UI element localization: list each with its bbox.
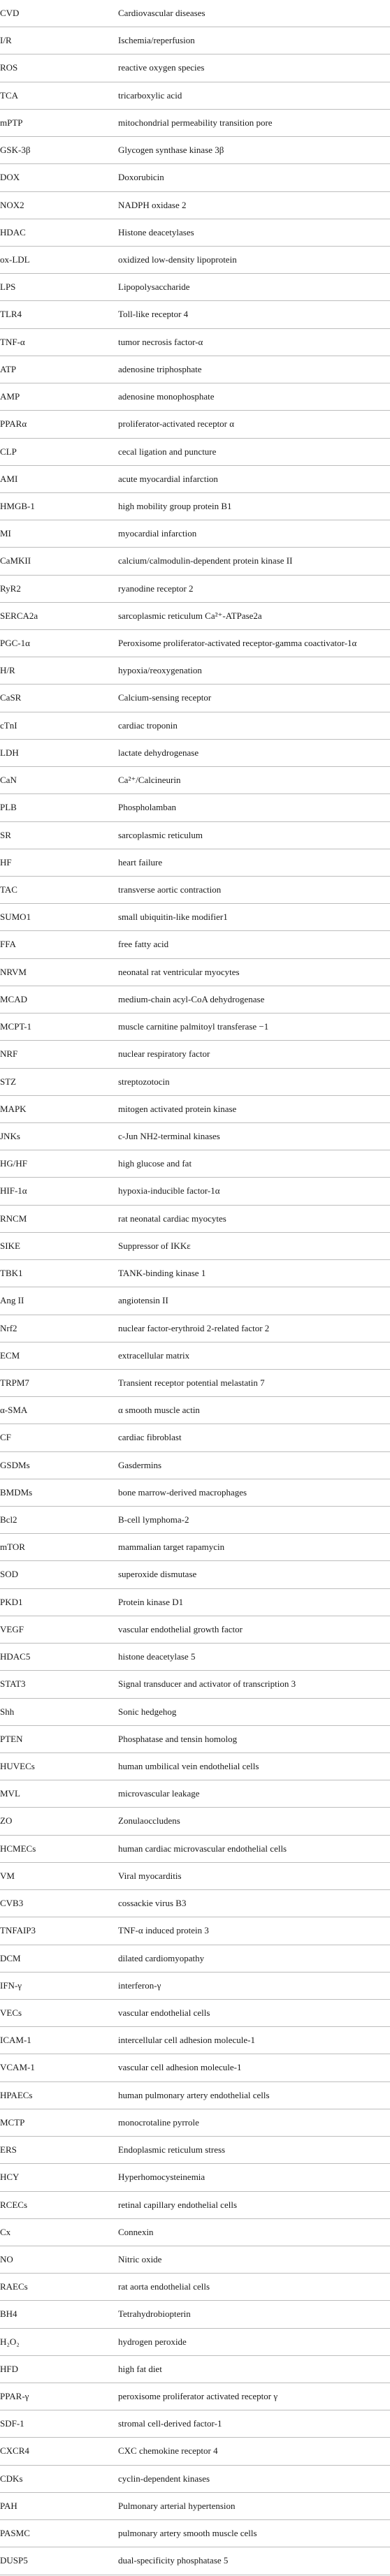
abbreviation-row	[0, 2493, 390, 2520]
abbreviation-definition: CXC chemokine receptor 4	[118, 2445, 218, 2457]
abbreviation-definition: nuclear respiratory factor	[118, 1048, 210, 1060]
abbreviation-row	[0, 1150, 390, 1178]
abbreviation-definition: tumor necrosis factor-α	[118, 336, 203, 347]
abbreviation-definition: vascular cell adhesion molecule-1	[118, 2062, 242, 2073]
abbreviation-definition: Suppressor of IKKε	[118, 1240, 191, 1251]
abbreviation-definition: Viral myocarditis	[118, 1870, 182, 1881]
abbreviation-definition: monocrotaline pyrrole	[118, 2116, 199, 2128]
abbreviation-definition: hydrogen peroxide	[118, 2336, 187, 2347]
abbreviation-row	[0, 2438, 390, 2465]
abbreviation-term: Cx	[0, 2226, 11, 2237]
abbreviation-term: mTOR	[0, 1542, 25, 1553]
abbreviation-definition: pulmonary artery smooth muscle cells	[118, 2528, 257, 2539]
abbreviation-term: PLB	[0, 802, 17, 813]
abbreviation-term: CVB3	[0, 1898, 24, 1909]
abbreviation-row	[0, 849, 390, 877]
abbreviation-row	[0, 822, 390, 849]
abbreviation-term: TNF-α	[0, 336, 25, 347]
abbreviation-definition: superoxide dismutase	[118, 1569, 197, 1580]
abbreviation-definition: α smooth muscle actin	[118, 1405, 200, 1416]
abbreviation-term: AMI	[0, 473, 18, 484]
abbreviation-row	[0, 2356, 390, 2383]
abbreviation-row	[0, 301, 390, 328]
abbreviation-term: TRPM7	[0, 1377, 29, 1388]
abbreviation-term: CaN	[0, 775, 17, 786]
abbreviation-row	[0, 877, 390, 904]
abbreviation-term: RyR2	[0, 583, 21, 594]
abbreviation-definition: medium-chain acyl-CoA dehydrogenase	[118, 993, 265, 1004]
abbreviation-row	[0, 27, 390, 54]
abbreviation-definition: Pulmonary arterial hypertension	[118, 2500, 236, 2511]
abbreviation-definition: interferon-γ	[118, 1979, 161, 1991]
abbreviation-row	[0, 356, 390, 383]
abbreviation-term: MCAD	[0, 993, 28, 1004]
abbreviation-term: SR	[0, 829, 11, 840]
abbreviation-term: Shh	[0, 1706, 15, 1717]
abbreviation-term: HDAC	[0, 226, 26, 237]
abbreviation-term: HCY	[0, 2172, 20, 2183]
abbreviation-definition: acute myocardial infarction	[118, 473, 218, 484]
abbreviation-term: TNFAIP3	[0, 1925, 36, 1936]
abbreviation-term: MAPK	[0, 1103, 27, 1114]
abbreviation-term: SDF-1	[0, 2418, 24, 2429]
abbreviation-term: BMDMs	[0, 1486, 33, 1498]
abbreviation-row	[0, 1616, 390, 1644]
abbreviation-definition: Hyperhomocysteinemia	[118, 2172, 205, 2183]
abbreviation-definition: tricarboxylic acid	[118, 89, 182, 101]
abbreviation-term: ERS	[0, 2144, 17, 2156]
abbreviation-definition: vascular endothelial growth factor	[118, 1623, 243, 1634]
abbreviation-term: PASMC	[0, 2528, 30, 2539]
abbreviation-definition: Transient receptor potential melastatin 7	[118, 1377, 265, 1388]
abbreviation-row	[0, 1233, 390, 1260]
abbreviation-definition: heart failure	[118, 856, 163, 868]
abbreviation-definition: bone marrow-derived macrophages	[118, 1486, 247, 1498]
abbreviation-definition: Nitric oxide	[118, 2253, 162, 2264]
abbreviation-row	[0, 1315, 390, 1342]
abbreviation-term: LPS	[0, 281, 16, 293]
abbreviation-row	[0, 493, 390, 520]
abbreviation-term: RAECs	[0, 2281, 28, 2292]
abbreviation-definition: lactate dehydrogenase	[118, 747, 199, 758]
abbreviation-row	[0, 1178, 390, 1205]
abbreviation-definition: Ca²⁺/Calcineurin	[118, 775, 181, 786]
abbreviation-definition: Phospholamban	[118, 802, 177, 813]
abbreviation-term: ICAM-1	[0, 2035, 31, 2046]
abbreviation-row	[0, 2274, 390, 2301]
abbreviation-definition: dilated cardiomyopathy	[118, 1952, 205, 1963]
abbreviation-definition: sarcoplasmic reticulum	[118, 829, 203, 840]
abbreviation-row	[0, 1424, 390, 1451]
abbreviation-row	[0, 1780, 390, 1808]
abbreviation-definition: ryanodine receptor 2	[118, 583, 194, 594]
abbreviation-definition: mitogen activated protein kinase	[118, 1103, 237, 1114]
abbreviation-term: VM	[0, 1870, 15, 1881]
abbreviation-row	[0, 1644, 390, 1671]
abbreviation-term: CVD	[0, 8, 20, 18]
abbreviation-row	[0, 1452, 390, 1479]
abbreviation-row	[0, 82, 390, 110]
abbreviation-term: RNCM	[0, 1213, 27, 1224]
abbreviation-row	[0, 192, 390, 219]
abbreviation-term: STZ	[0, 1076, 17, 1087]
abbreviation-row	[0, 2329, 390, 2356]
abbreviation-term: H/R	[0, 665, 15, 676]
abbreviation-definition: Cardiovascular diseases	[118, 8, 205, 18]
abbreviation-definition: mammalian target rapamycin	[118, 1542, 225, 1553]
abbreviation-term: VEGF	[0, 1623, 24, 1634]
abbreviation-term: HFD	[0, 2363, 19, 2374]
abbreviation-definition: Tetrahydrobiopterin	[118, 2308, 191, 2320]
abbreviation-term: α-SMA	[0, 1405, 28, 1416]
abbreviation-definition: Endoplasmic reticulum stress	[118, 2144, 226, 2156]
abbreviation-row	[0, 1370, 390, 1397]
abbreviation-definition: human pulmonary artery endothelial cells	[118, 2089, 270, 2100]
abbreviation-term: Bcl2	[0, 1514, 17, 1525]
abbreviation-definition: Calcium-sensing receptor	[118, 692, 212, 703]
abbreviation-term: DUSP5	[0, 2555, 28, 2566]
abbreviation-row	[0, 439, 390, 466]
abbreviation-row	[0, 2301, 390, 2328]
abbreviation-definition: proliferator-activated receptor α	[118, 418, 235, 430]
abbreviation-definition: Connexin	[118, 2226, 154, 2237]
abbreviation-row	[0, 685, 390, 712]
abbreviation-row	[0, 2109, 390, 2137]
abbreviation-term: HF	[0, 856, 12, 868]
abbreviation-row	[0, 548, 390, 575]
abbreviation-term: TAC	[0, 884, 17, 895]
abbreviation-term: NOX2	[0, 199, 24, 210]
abbreviation-term: BH4	[0, 2308, 17, 2320]
abbreviation-definition: cecal ligation and puncture	[118, 446, 217, 457]
abbreviation-row	[0, 383, 390, 411]
abbreviation-row	[0, 1945, 390, 1973]
abbreviation-row	[0, 2547, 390, 2575]
abbreviation-row	[0, 2000, 390, 2027]
abbreviation-term: AMP	[0, 391, 20, 402]
abbreviation-term: CLP	[0, 446, 17, 457]
abbreviation-row	[0, 2164, 390, 2191]
abbreviation-row	[0, 1863, 390, 1890]
abbreviation-term: GSDMs	[0, 1459, 30, 1470]
abbreviation-definition: Glycogen synthase kinase 3β	[118, 145, 224, 156]
abbreviation-definition: small ubiquitin-like modifier1	[118, 912, 228, 923]
abbreviation-definition: stromal cell-derived factor-1	[118, 2418, 222, 2429]
abbreviation-row	[0, 0, 390, 27]
abbreviation-term: HG/HF	[0, 1158, 28, 1169]
abbreviation-row	[0, 2082, 390, 2109]
abbreviation-row	[0, 1917, 390, 1945]
abbreviation-definition: streptozotocin	[118, 1076, 170, 1087]
abbreviation-term: DCM	[0, 1952, 21, 1963]
abbreviation-row	[0, 1013, 390, 1041]
abbreviation-term: PPAR-γ	[0, 2391, 29, 2402]
abbreviation-row	[0, 274, 390, 301]
abbreviation-row	[0, 110, 390, 137]
abbreviation-row	[0, 603, 390, 630]
abbreviation-row	[0, 411, 390, 438]
abbreviation-row	[0, 164, 390, 191]
abbreviation-row	[0, 576, 390, 603]
abbreviation-term: CXCR4	[0, 2445, 29, 2457]
abbreviation-definition: histone deacetylase 5	[118, 1651, 196, 1662]
abbreviation-definition: reactive oxygen species	[118, 62, 205, 73]
abbreviation-row	[0, 1561, 390, 1588]
abbreviation-row	[0, 2520, 390, 2547]
abbreviation-row	[0, 1534, 390, 1561]
abbreviation-definition: rat neonatal cardiac myocytes	[118, 1213, 226, 1224]
abbreviation-definition: Signal transducer and activator of transcription 3	[118, 1678, 296, 1690]
abbreviation-term: SERCA2a	[0, 610, 38, 621]
abbreviation-term: TCA	[0, 89, 18, 101]
abbreviation-definition: Lipopolysaccharide	[118, 281, 190, 293]
abbreviation-term: GSK-3β	[0, 145, 31, 156]
abbreviation-term: ECM	[0, 1349, 20, 1361]
abbreviation-term: TBK1	[0, 1268, 23, 1279]
abbreviation-term: VCAM-1	[0, 2062, 35, 2073]
abbreviation-term: NRF	[0, 1048, 18, 1060]
abbreviation-term: PGC-1α	[0, 638, 30, 649]
abbreviation-term: PPARα	[0, 418, 27, 430]
abbreviation-row	[0, 2054, 390, 2081]
abbreviation-row	[0, 1890, 390, 1917]
abbreviation-definition: intercellular cell adhesion molecule-1	[118, 2035, 255, 2046]
abbreviation-row	[0, 1069, 390, 1096]
abbreviation-definition: cossackie virus B3	[118, 1898, 187, 1909]
abbreviation-row	[0, 2383, 390, 2410]
abbreviation-row	[0, 1808, 390, 1835]
abbreviation-definition: peroxisome proliferator activated receptor γ	[118, 2391, 278, 2402]
abbreviation-term: HCMECs	[0, 1843, 36, 1854]
abbreviation-row	[0, 137, 390, 164]
abbreviation-row	[0, 1041, 390, 1068]
abbreviation-row	[0, 657, 390, 685]
abbreviation-definition: human umbilical vein endothelial cells	[118, 1761, 259, 1771]
abbreviation-term: LDH	[0, 747, 19, 758]
abbreviation-row	[0, 219, 390, 247]
abbreviation-row	[0, 986, 390, 1013]
abbreviation-term: NO	[0, 2253, 13, 2264]
abbreviation-definition: cyclin-dependent kinases	[118, 2473, 210, 2484]
abbreviation-row	[0, 466, 390, 493]
abbreviation-definition: hypoxia-inducible factor-1α	[118, 1185, 220, 1196]
abbreviation-term: H₂O₂	[0, 2336, 20, 2347]
abbreviation-term: PKD1	[0, 1596, 23, 1607]
abbreviation-definition: angiotensin II	[118, 1295, 168, 1306]
abbreviation-term: CaMKII	[0, 555, 31, 566]
abbreviation-term: FFA	[0, 939, 16, 950]
abbreviation-definition: nuclear factor-erythroid 2-related factor 2	[118, 1322, 270, 1333]
abbreviation-term: HPAECs	[0, 2089, 33, 2100]
abbreviation-term: SUMO1	[0, 912, 31, 923]
abbreviation-definition: Gasdermins	[118, 1459, 162, 1470]
abbreviation-row	[0, 1123, 390, 1150]
abbreviation-row	[0, 1397, 390, 1424]
abbreviation-row	[0, 1836, 390, 1863]
abbreviation-term: IFN-γ	[0, 1979, 22, 1991]
abbreviation-row	[0, 931, 390, 958]
abbreviation-definition: myocardial infarction	[118, 528, 197, 539]
abbreviation-term: Ang II	[0, 1295, 24, 1306]
abbreviation-definition: Phosphatase and tensin homolog	[118, 1733, 238, 1744]
abbreviation-definition: cardiac fibroblast	[118, 1432, 182, 1443]
abbreviation-definition: c-Jun NH2-terminal kinases	[118, 1130, 220, 1141]
abbreviation-term: MI	[0, 528, 11, 539]
abbreviation-term: NRVM	[0, 966, 27, 977]
abbreviation-row	[0, 1479, 390, 1507]
abbreviation-definition: retinal capillary endothelial cells	[118, 2199, 238, 2210]
abbreviation-definition: Peroxisome proliferator-activated receptor-gamma coactivator-1α	[118, 638, 357, 649]
abbreviation-term: PAH	[0, 2500, 17, 2511]
abbreviation-row	[0, 740, 390, 767]
abbreviation-definition: calcium/calmodulin-dependent protein kinase II	[118, 555, 293, 566]
abbreviation-row	[0, 1260, 390, 1287]
abbreviation-term: MCPT-1	[0, 1021, 32, 1032]
abbreviation-definition: adenosine triphosphate	[118, 363, 202, 374]
abbreviation-row	[0, 247, 390, 274]
abbreviation-definition: B-cell lymphoma-2	[118, 1514, 189, 1525]
abbreviation-row	[0, 904, 390, 931]
abbreviation-row	[0, 794, 390, 821]
abbreviation-definition: Protein kinase D1	[118, 1596, 184, 1607]
abbreviation-term: HMGB-1	[0, 500, 35, 511]
abbreviation-definition: transverse aortic contraction	[118, 884, 222, 895]
abbreviation-term: HUVECs	[0, 1761, 35, 1771]
abbreviation-definition: human cardiac microvascular endothelial cells	[118, 1843, 287, 1854]
abbreviation-row	[0, 2246, 390, 2274]
abbreviation-definition: TNF-α induced protein 3	[118, 1925, 209, 1936]
abbreviation-row	[0, 329, 390, 356]
abbreviation-row	[0, 2137, 390, 2164]
abbreviation-term: MVL	[0, 1788, 20, 1799]
abbreviation-row	[0, 1287, 390, 1315]
abbreviation-term: CaSR	[0, 692, 22, 703]
abbreviation-row	[0, 1589, 390, 1616]
abbreviation-definition: Zonulaoccludens	[118, 1815, 180, 1827]
abbreviation-term: mPTP	[0, 117, 23, 128]
abbreviation-row	[0, 712, 390, 740]
abbreviation-row	[0, 54, 390, 82]
abbreviation-definition: neonatal rat ventricular myocytes	[118, 966, 240, 977]
abbreviation-term: ROS	[0, 62, 18, 73]
abbreviation-definition: TANK-binding kinase 1	[118, 1268, 206, 1279]
abbreviation-definition: Toll-like receptor 4	[118, 309, 189, 320]
abbreviation-row	[0, 1726, 390, 1753]
abbreviation-row	[0, 1342, 390, 1370]
abbreviation-term: PTEN	[0, 1733, 23, 1744]
abbreviation-definition: hypoxia/reoxygenation	[118, 665, 202, 676]
abbreviation-row	[0, 959, 390, 986]
abbreviation-row	[0, 1973, 390, 2000]
abbreviation-term: RCECs	[0, 2199, 28, 2210]
abbreviation-row	[0, 1671, 390, 1698]
abbreviation-definition: extracellular matrix	[118, 1349, 190, 1361]
abbreviation-row	[0, 2410, 390, 2438]
abbreviation-definition: adenosine monophosphate	[118, 391, 215, 402]
abbreviation-row	[0, 2027, 390, 2054]
abbreviation-definition: microvascular leakage	[118, 1788, 200, 1799]
abbreviation-term: Nrf2	[0, 1322, 17, 1333]
abbreviation-row	[0, 767, 390, 794]
abbreviation-row	[0, 520, 390, 548]
abbreviation-definition: sarcoplasmic reticulum Ca²⁺-ATPase2a	[118, 610, 262, 621]
abbreviation-definition: free fatty acid	[118, 939, 169, 950]
abbreviation-row	[0, 1507, 390, 1534]
abbreviation-definition: oxidized low-density lipoprotein	[118, 254, 237, 265]
abbreviation-term: cTnI	[0, 719, 17, 731]
abbreviation-term: CF	[0, 1432, 11, 1443]
abbreviation-definition: Sonic hedgehog	[118, 1706, 177, 1717]
abbreviation-term: HIF-1α	[0, 1185, 27, 1196]
abbreviation-term: ZO	[0, 1815, 13, 1827]
abbreviation-term: JNKs	[0, 1130, 20, 1141]
abbreviation-term: SOD	[0, 1569, 19, 1580]
abbreviation-term: ox-LDL	[0, 254, 30, 265]
abbreviation-definition: dual-specificity phosphatase 5	[118, 2555, 229, 2566]
abbreviation-row	[0, 1699, 390, 1726]
abbreviation-row	[0, 2466, 390, 2493]
abbreviation-term: MCTP	[0, 2116, 25, 2128]
abbreviation-definition: Histone deacetylases	[118, 226, 194, 237]
abbreviation-definition: rat aorta endothelial cells	[118, 2281, 210, 2292]
abbreviation-term: ATP	[0, 363, 17, 374]
abbreviation-row	[0, 1753, 390, 1780]
abbreviation-definition: mitochondrial permeability transition pore	[118, 117, 273, 128]
abbreviation-term: TLR4	[0, 309, 22, 320]
abbreviation-definition: NADPH oxidase 2	[118, 199, 187, 210]
abbreviation-row	[0, 1096, 390, 1123]
abbreviation-definition: Doxorubicin	[118, 172, 164, 183]
abbreviation-term: HDAC5	[0, 1651, 31, 1662]
abbreviation-row	[0, 1206, 390, 1233]
abbreviation-term: I/R	[0, 35, 12, 46]
abbreviation-definition: high mobility group protein B1	[118, 500, 232, 511]
abbreviation-definition: high glucose and fat	[118, 1158, 192, 1169]
abbreviation-definition: high fat diet	[118, 2363, 162, 2374]
abbreviation-row	[0, 2219, 390, 2246]
abbreviation-term: VECs	[0, 2007, 22, 2018]
abbreviation-definition: cardiac troponin	[118, 719, 178, 731]
abbreviation-term: SIKE	[0, 1240, 20, 1251]
abbreviation-definition: vascular endothelial cells	[118, 2007, 210, 2018]
abbreviation-definition: Ischemia/reperfusion	[118, 35, 195, 46]
abbreviation-definition: muscle carnitine palmitoyl transferase −1	[118, 1021, 269, 1032]
abbreviation-term: DOX	[0, 172, 20, 183]
abbreviation-row	[0, 630, 390, 657]
abbreviation-term: STAT3	[0, 1678, 26, 1690]
abbreviation-row	[0, 2192, 390, 2219]
abbreviation-term: CDKs	[0, 2473, 23, 2484]
